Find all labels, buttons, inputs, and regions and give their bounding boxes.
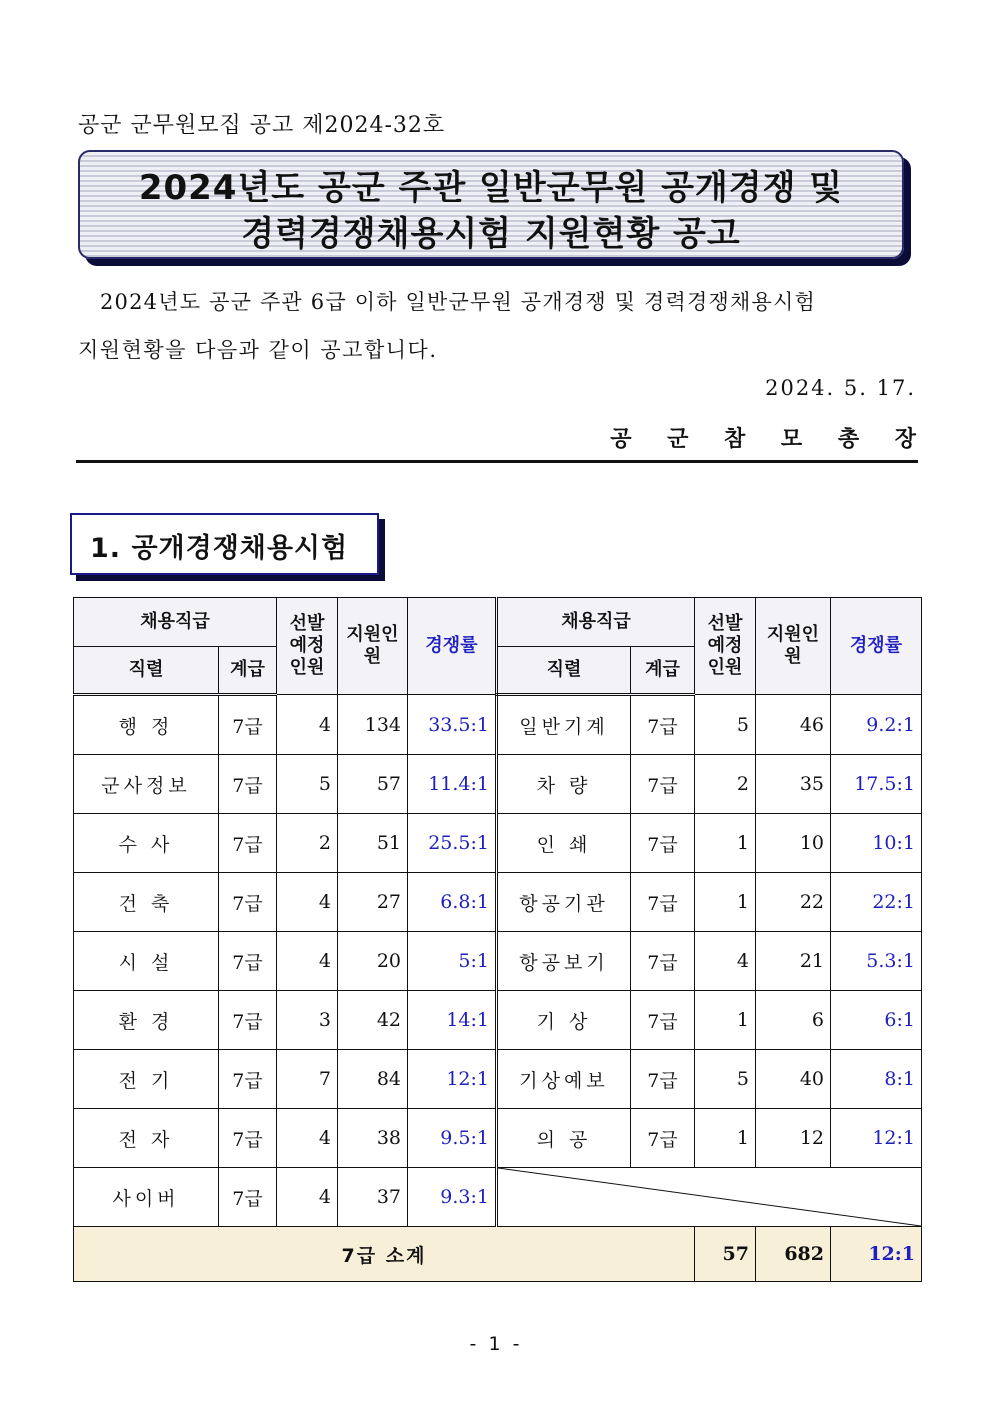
table-row xyxy=(74,814,922,873)
applicants-cell: 12 xyxy=(756,1109,831,1168)
section-title: 1. 공개경쟁채용시험 xyxy=(90,533,349,564)
grade-cell: 7급 xyxy=(631,1109,695,1168)
applicants-cell: 6 xyxy=(756,991,831,1050)
series-cell: 차 량 xyxy=(497,755,631,814)
applicants-cell: 10 xyxy=(756,814,831,873)
rate-cell: 8:1 xyxy=(831,1050,922,1109)
intro-line-2: 지원현황을 다음과 같이 공고합니다. xyxy=(78,338,438,362)
rate-cell: 11.4:1 xyxy=(408,755,497,814)
series-cell: 전 자 xyxy=(74,1109,219,1168)
header-rate-right: 경쟁률 xyxy=(831,598,922,695)
rate-cell: 14:1 xyxy=(408,991,497,1050)
series-cell: 건 축 xyxy=(74,873,219,932)
rate-cell: 9.5:1 xyxy=(408,1109,497,1168)
series-cell: 행 정 xyxy=(74,695,219,755)
rate-cell: 25.5:1 xyxy=(408,814,497,873)
rate-cell: 33.5:1 xyxy=(408,695,497,755)
header-applicants-right: 지원인원 xyxy=(756,598,831,695)
divider xyxy=(76,460,918,463)
rate-cell: 22:1 xyxy=(831,873,922,932)
grade-cell: 7급 xyxy=(631,932,695,991)
title-line-2: 경력경쟁채용시험 지원현황 공고 xyxy=(241,214,741,254)
series-cell: 환 경 xyxy=(74,991,219,1050)
header-planned-left: 선발예정인원 xyxy=(277,598,338,695)
series-cell: 의 공 xyxy=(497,1109,631,1168)
subtotal-applicants: 682 xyxy=(756,1227,831,1282)
subtotal-planned: 57 xyxy=(695,1227,756,1282)
applicants-cell: 51 xyxy=(338,814,408,873)
planned-cell: 5 xyxy=(277,755,338,814)
header-grade-left: 계급 xyxy=(219,647,277,695)
series-cell: 인 쇄 xyxy=(497,814,631,873)
title-banner xyxy=(78,150,904,259)
grade-cell: 7급 xyxy=(219,695,277,755)
table-row xyxy=(74,1168,922,1227)
applicants-cell: 84 xyxy=(338,1050,408,1109)
planned-cell: 4 xyxy=(277,873,338,932)
intro-line-1: 2024년도 공군 주관 6급 이하 일반군무원 공개경쟁 및 경력경쟁채용시험 xyxy=(100,290,816,314)
notice-date: 2024. 5. 17. xyxy=(765,376,916,400)
table-row xyxy=(74,755,922,814)
series-cell: 시 설 xyxy=(74,932,219,991)
grade-cell: 7급 xyxy=(219,932,277,991)
series-cell: 항공기관 xyxy=(497,873,631,932)
applicants-cell: 22 xyxy=(756,873,831,932)
planned-cell: 1 xyxy=(695,873,756,932)
page-number: - 1 - xyxy=(469,1333,523,1355)
series-cell: 기상예보 xyxy=(497,1050,631,1109)
title-line-1: 2024년도 공군 주관 일반군무원 공개경쟁 및 xyxy=(138,168,844,208)
applicants-cell: 46 xyxy=(756,695,831,755)
table-row xyxy=(74,695,922,755)
applicants-cell: 42 xyxy=(338,991,408,1050)
header-position-group-right: 채용직급 xyxy=(497,598,695,647)
table-row xyxy=(74,873,922,932)
planned-cell: 5 xyxy=(695,1050,756,1109)
header-series-right: 직렬 xyxy=(497,647,631,695)
planned-cell: 4 xyxy=(695,932,756,991)
series-cell: 일반기계 xyxy=(497,695,631,755)
applicants-cell: 134 xyxy=(338,695,408,755)
rate-cell: 9.3:1 xyxy=(408,1168,497,1227)
applicants-cell: 57 xyxy=(338,755,408,814)
intro-paragraph xyxy=(78,278,918,374)
rate-cell: 10:1 xyxy=(831,814,922,873)
table-row xyxy=(74,1050,922,1109)
planned-cell: 1 xyxy=(695,991,756,1050)
planned-cell: 2 xyxy=(277,814,338,873)
header-position-group-left: 채용직급 xyxy=(74,598,277,647)
series-cell: 항공보기 xyxy=(497,932,631,991)
planned-cell: 1 xyxy=(695,814,756,873)
diagonal-line xyxy=(498,1168,921,1226)
empty-diagonal-cell xyxy=(497,1168,922,1227)
applicants-cell: 40 xyxy=(756,1050,831,1109)
subtotal-rate: 12:1 xyxy=(831,1227,922,1282)
header-applicants-left: 지원인원 xyxy=(338,598,408,695)
planned-cell: 2 xyxy=(695,755,756,814)
rate-cell: 12:1 xyxy=(831,1109,922,1168)
grade-cell: 7급 xyxy=(219,1168,277,1227)
table-row xyxy=(74,991,922,1050)
planned-cell: 5 xyxy=(695,695,756,755)
applicants-cell: 21 xyxy=(756,932,831,991)
rate-cell: 12:1 xyxy=(408,1050,497,1109)
rate-cell: 9.2:1 xyxy=(831,695,922,755)
subtotal-row xyxy=(74,1227,922,1282)
table-row xyxy=(74,932,922,991)
series-cell: 수 사 xyxy=(74,814,219,873)
header-grade-right: 계급 xyxy=(631,647,695,695)
rate-cell: 5:1 xyxy=(408,932,497,991)
planned-cell: 4 xyxy=(277,1109,338,1168)
applicants-cell: 35 xyxy=(756,755,831,814)
applicants-cell: 37 xyxy=(338,1168,408,1227)
planned-cell: 7 xyxy=(277,1050,338,1109)
signer: 공 군 참 모 총 장 xyxy=(610,426,930,452)
table-row xyxy=(74,1109,922,1168)
planned-cell: 4 xyxy=(277,695,338,755)
grade-cell: 7급 xyxy=(631,755,695,814)
grade-cell: 7급 xyxy=(219,755,277,814)
applicants-cell: 20 xyxy=(338,932,408,991)
section-heading-box xyxy=(70,513,379,575)
grade-cell: 7급 xyxy=(631,695,695,755)
applicants-cell: 27 xyxy=(338,873,408,932)
grade-cell: 7급 xyxy=(631,814,695,873)
planned-cell: 3 xyxy=(277,991,338,1050)
grade-cell: 7급 xyxy=(219,1109,277,1168)
grade-cell: 7급 xyxy=(631,873,695,932)
rate-cell: 5.3:1 xyxy=(831,932,922,991)
grade-cell: 7급 xyxy=(631,1050,695,1109)
rate-cell: 17.5:1 xyxy=(831,755,922,814)
header-planned-right: 선발예정인원 xyxy=(695,598,756,695)
rate-cell: 6:1 xyxy=(831,991,922,1050)
series-cell: 군사정보 xyxy=(74,755,219,814)
notice-number: 공군 군무원모집 공고 제2024-32호 xyxy=(78,113,446,138)
planned-cell: 4 xyxy=(277,932,338,991)
series-cell: 사이버 xyxy=(74,1168,219,1227)
rate-cell: 6.8:1 xyxy=(408,873,497,932)
grade-cell: 7급 xyxy=(219,1050,277,1109)
applicant-status-table xyxy=(73,597,922,1282)
planned-cell: 4 xyxy=(277,1168,338,1227)
grade-cell: 7급 xyxy=(631,991,695,1050)
series-cell: 기 상 xyxy=(497,991,631,1050)
planned-cell: 1 xyxy=(695,1109,756,1168)
subtotal-label: 7급 소계 xyxy=(74,1227,695,1282)
series-cell: 전 기 xyxy=(74,1050,219,1109)
header-rate-left: 경쟁률 xyxy=(408,598,497,695)
grade-cell: 7급 xyxy=(219,873,277,932)
applicants-cell: 38 xyxy=(338,1109,408,1168)
header-series-left: 직렬 xyxy=(74,647,219,695)
grade-cell: 7급 xyxy=(219,814,277,873)
grade-cell: 7급 xyxy=(219,991,277,1050)
